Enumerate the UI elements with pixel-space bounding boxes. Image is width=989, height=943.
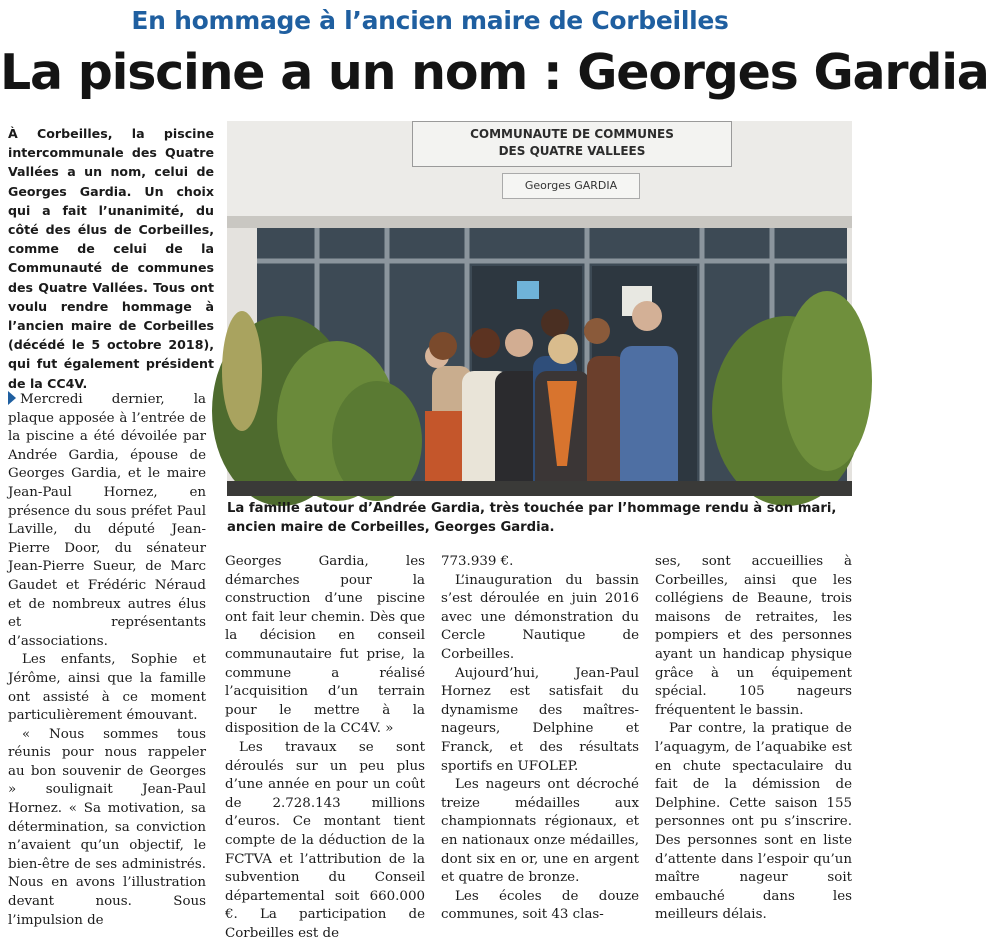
photo-sign-line1: COMMUNAUTE DE COMMUNES (470, 127, 674, 141)
paragraph: Les enfants, Sophie et Jérôme, ainsi que la famille ont assisté à ce moment particulièrement émouvant. (8, 652, 206, 724)
photo-caption: La famille autour d’Andrée Gardia, très touchée par l’hommage rendu à son mari, ancien maire de Corbeilles, Georges Gardia. (227, 501, 837, 535)
paragraph: Mercredi dernier, la plaque apposée à l’entrée de la piscine a été dévoilée par Andrée Gardia, épouse de Georges Gardia, et le maire Jean-Paul Hornez, en présence du sous préfet Paul Laville, du député Jean-Pierre Door, du sénateur Jean-Pierre Sueur, de Marc Gaudet et Frédéric Néraud et de nombreux autres élus et représentants d’associations. (8, 392, 206, 649)
article-kicker: En hommage à l’ancien maire de Corbeilles (131, 6, 729, 35)
paragraph: Aujourd’hui, Jean-Paul Hornez est satisfait du dynamisme des maîtres-nageurs, Delphine et Franck, et des résultats sportifs en UFOLEP. (441, 665, 639, 774)
paragraph: « Nous sommes tous réunis pour nous rappeler au bon souvenir de Georges » soulignait Jean-Paul Hornez. « Sa motivation, sa détermination, sa conviction n’avaient qu’un objectif, le bien-être de ses administrés. Nous en avons l’illustration devant nous. Sous l’impulsion de (8, 726, 206, 928)
photo-sign (412, 121, 732, 167)
article-column-4 (655, 553, 852, 925)
paragraph: Par contre, la pratique de l’aquagym, de l’aquabike est en chute spectaculaire du fait de la démission de Delphine. Cette saison 155 personnes ont pu s’inscrire. Des personnes sont en liste d’attente dans l’espoir qu’un maître nageur soit embauché dans les meilleurs délais. (655, 721, 852, 923)
paragraph: 773.939 €. (441, 554, 514, 569)
article-column-2 (225, 553, 425, 943)
article-headline: La piscine a un nom : Georges Gardia (0, 44, 989, 101)
paragraph: ses, sont accueillies à Corbeilles, ainsi que les collégiens de Beaune, trois maisons de retraites, les pompiers et des personnes ayant un handicap physique grâce à un équipement spécial. 105 nageurs fréquentent le bassin. (655, 554, 852, 718)
article-column-1 (8, 391, 206, 930)
paragraph: Les travaux se sont déroulés sur un peu plus d’une année en pour un coût de 2.728.143 millions d’euros. Ce montant tient compte de la déduction de la FCTVA et l’attribution de la subvention du Conseil départemental soit 660.000 €. La participation de Corbeilles est de (225, 739, 425, 941)
paragraph-marker-icon (8, 391, 16, 405)
photo-name-sign: Georges GARDIA (502, 173, 640, 199)
article-lead: À Corbeilles, la piscine intercommunale des Quatre Vallées a un nom, celui de Georges Gardia. Un choix qui a fait l’unanimité, du côté des élus de Corbeilles, comme de celui de la Communauté de communes des Quatre Vallées. Tous ont voulu rendre hommage à l’ancien maire de Corbeilles (décédé le 5 octobre 2018), qui fut également président de la CC4V. (8, 126, 214, 391)
article-photo (227, 121, 852, 496)
article-column-3 (441, 553, 639, 925)
paragraph: Les nageurs ont décroché treize médailles aux championnats régionaux, et en nationaux onze médailles, dont six en or, une en argent et quatre de bronze. (441, 777, 639, 886)
paragraph: L’inauguration du bassin s’est déroulée en juin 2016 avec une démonstration du Cercle Nautique de Corbeilles. (441, 572, 639, 662)
paragraph: Georges Gardia, les démarches pour la construction d’une piscine ont fait leur chemin. Dès que la décision en conseil communautaire fut prise, la commune a réalisé l’acquisition d’un terrain pour le mettre à la disposition de la CC4V. » (225, 554, 425, 737)
photo-sign-line2: DES QUATRE VALLEES (498, 144, 646, 158)
paragraph: Les écoles de douze communes, soit 43 clas- (441, 888, 639, 923)
